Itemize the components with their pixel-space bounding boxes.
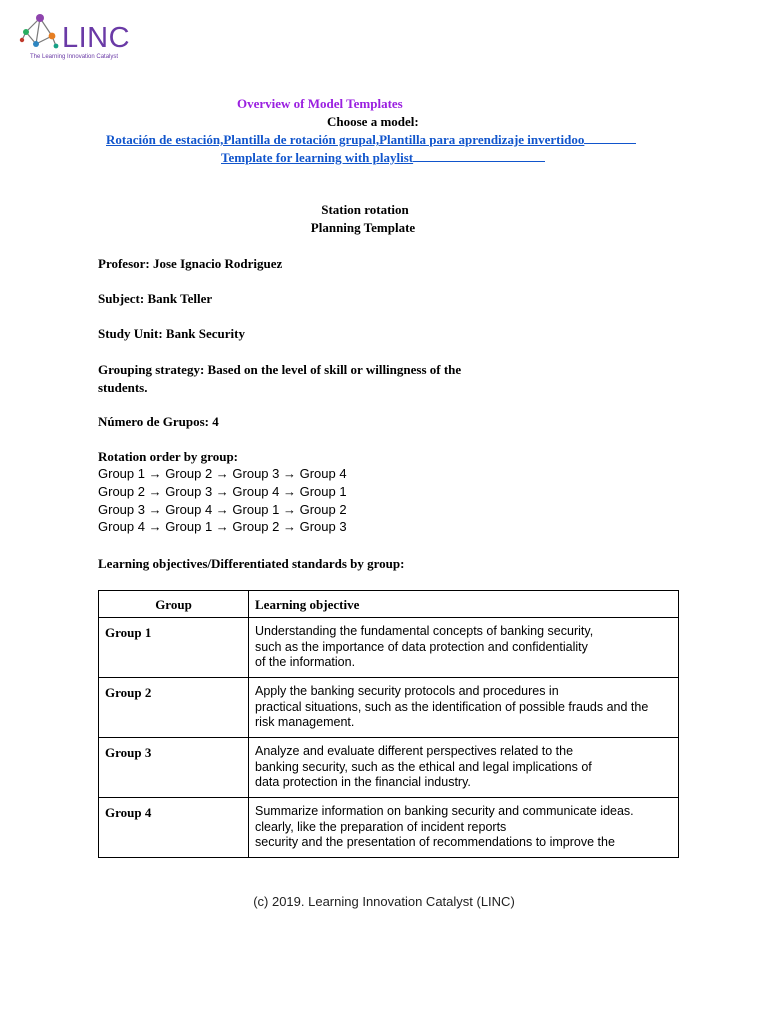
table-row [99, 678, 679, 738]
linc-network-icon [18, 10, 62, 54]
grouping-strategy-line2: students. [98, 380, 148, 395]
column-header-objective: Learning objective [249, 591, 679, 618]
subject-field: Subject: Bank Teller [98, 291, 213, 306]
group-cell: Group 2 [99, 678, 249, 738]
table-row [99, 738, 679, 798]
table-header-row [99, 591, 679, 618]
table-row [99, 618, 679, 678]
doc-title-line1: Station rotation [321, 202, 409, 217]
rotation-line: Group 4 → Group 1 → Group 2 → Group 3 [98, 519, 347, 535]
overview-heading: Overview of Model Templates [237, 96, 403, 111]
choose-model-label: Choose a model: [327, 114, 419, 129]
logo-tagline: The Learning Innovation Catalyst [30, 54, 119, 60]
column-header-group: Group [99, 591, 249, 618]
objective-cell: Summarize information on banking security and communicate ideas. clearly, like the preparation of incident reports security and the presentation of recommendations to improve the [249, 798, 679, 858]
group-cell: Group 1 [99, 618, 249, 678]
logo-wordmark: LINC [62, 22, 131, 54]
group-cell: Group 4 [99, 798, 249, 858]
model-links-line1[interactable]: Rotación de estación,Plantilla de rotación grupal,Plantilla para aprendizaje invertidoo [106, 132, 585, 147]
rotation-line: Group 1 → Group 2 → Group 3 → Group 4 [98, 466, 347, 481]
link1-underline-filler [584, 132, 636, 144]
copyright-footer: (c) 2019. Learning Innovation Catalyst (LINC) [253, 894, 515, 909]
grouping-strategy-line1: Grouping strategy: Based on the level of skill or willingness of the [98, 362, 462, 377]
rotation-heading: Rotation order by group: [98, 449, 238, 464]
objective-cell: Understanding the fundamental concepts of banking security, such as the importance of data protection and confidentiality of the information. [249, 618, 679, 678]
profesor-field: Profesor: Jose Ignacio Rodriguez [98, 256, 283, 271]
objective-cell: Apply the banking security protocols and procedures in practical situations, such as the identification of possible frauds and the risk management. [249, 678, 679, 738]
rotation-list [98, 465, 347, 536]
table-row [99, 798, 679, 858]
study-unit-field: Study Unit: Bank Security [98, 326, 245, 341]
linc-logo [18, 10, 148, 64]
rotation-line: Group 3 → Group 4 → Group 1 → Group 2 [98, 501, 347, 517]
objectives-table [98, 590, 679, 858]
group-cell: Group 3 [99, 738, 249, 798]
doc-title-line2: Planning Template [310, 220, 416, 235]
objectives-heading: Learning objectives/Differentiated standards by group: [98, 556, 405, 571]
rotation-line: Group 2 → Group 3 → Group 4 → Group 1 [98, 483, 347, 499]
playlist-template-link[interactable]: Template for learning with playlist [221, 150, 414, 165]
num-groups-field: Número de Grupos: 4 [98, 414, 219, 429]
link2-underline-filler [413, 150, 545, 162]
objective-cell: Analyze and evaluate different perspectives related to the banking security, such as the ethical and legal implications of data protection in the financial industry. [249, 738, 679, 798]
